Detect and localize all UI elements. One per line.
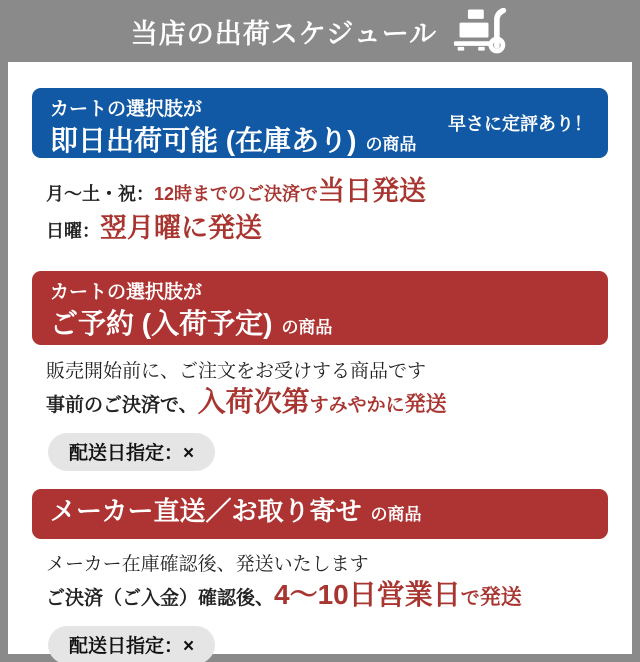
banner-instock-line1: カートの選択肢が xyxy=(50,99,203,120)
preorder-mid: すみやかに xyxy=(309,395,405,416)
banner-instock-suffix: の商品 xyxy=(365,135,417,154)
weekday-result: 当日発送 xyxy=(318,176,427,206)
banner-preorder xyxy=(32,271,608,345)
preorder-description: 販売開始前に、ご注文をお受けする商品です xyxy=(46,361,427,382)
direct-mid: で xyxy=(460,588,480,609)
preorder-highlight: 入荷次第 xyxy=(197,386,310,417)
delivery-date-badge-direct: 配送日指定：× xyxy=(48,626,215,662)
banner-direct-main: メーカー直送／お取り寄せ xyxy=(50,495,362,526)
instock-row-sunday xyxy=(46,212,608,249)
handtruck-icon xyxy=(453,4,509,59)
direct-description: メーカー在庫確認後、発送いたします xyxy=(46,554,369,575)
preorder-tail: 発送 xyxy=(404,393,447,416)
instock-details xyxy=(46,175,608,249)
banner-instock-note: 早さに定評あり！ xyxy=(448,114,592,134)
weekday-condition: 12時までのご決済で xyxy=(154,184,319,204)
delivery-date-badge-preorder: 配送日指定：× xyxy=(48,433,215,471)
banner-preorder-suffix: の商品 xyxy=(281,318,333,337)
sunday-label: 日曜： xyxy=(46,221,100,241)
instock-row-weekday xyxy=(46,175,608,212)
banner-direct-suffix: の商品 xyxy=(370,504,422,524)
banner-preorder-line1: カートの選択肢が xyxy=(50,282,203,303)
direct-details xyxy=(46,551,608,662)
banner-preorder-main: ご予約 (入荷予定) xyxy=(50,308,273,339)
banner-instock xyxy=(32,88,608,158)
preorder-shipping-row xyxy=(46,385,608,423)
direct-shipping-row xyxy=(46,578,608,616)
preorder-details xyxy=(46,358,608,471)
sunday-result: 翌月曜に発送 xyxy=(100,213,262,243)
preorder-condition-label: 事前のご決済で、 xyxy=(46,395,198,416)
weekday-label: 月〜土・祝： xyxy=(46,184,154,204)
header xyxy=(0,0,640,62)
content-panel xyxy=(8,62,632,657)
page-title: 当店の出荷スケジュール xyxy=(130,18,438,49)
direct-tail: 発送 xyxy=(479,586,522,609)
direct-highlight: 4〜10日営業日 xyxy=(274,579,461,610)
banner-instock-main: 即日出荷可能 (在庫あり) xyxy=(50,125,357,156)
banner-direct xyxy=(32,489,608,539)
direct-condition-label: ご決済（ご入金）確認後、 xyxy=(46,588,275,609)
